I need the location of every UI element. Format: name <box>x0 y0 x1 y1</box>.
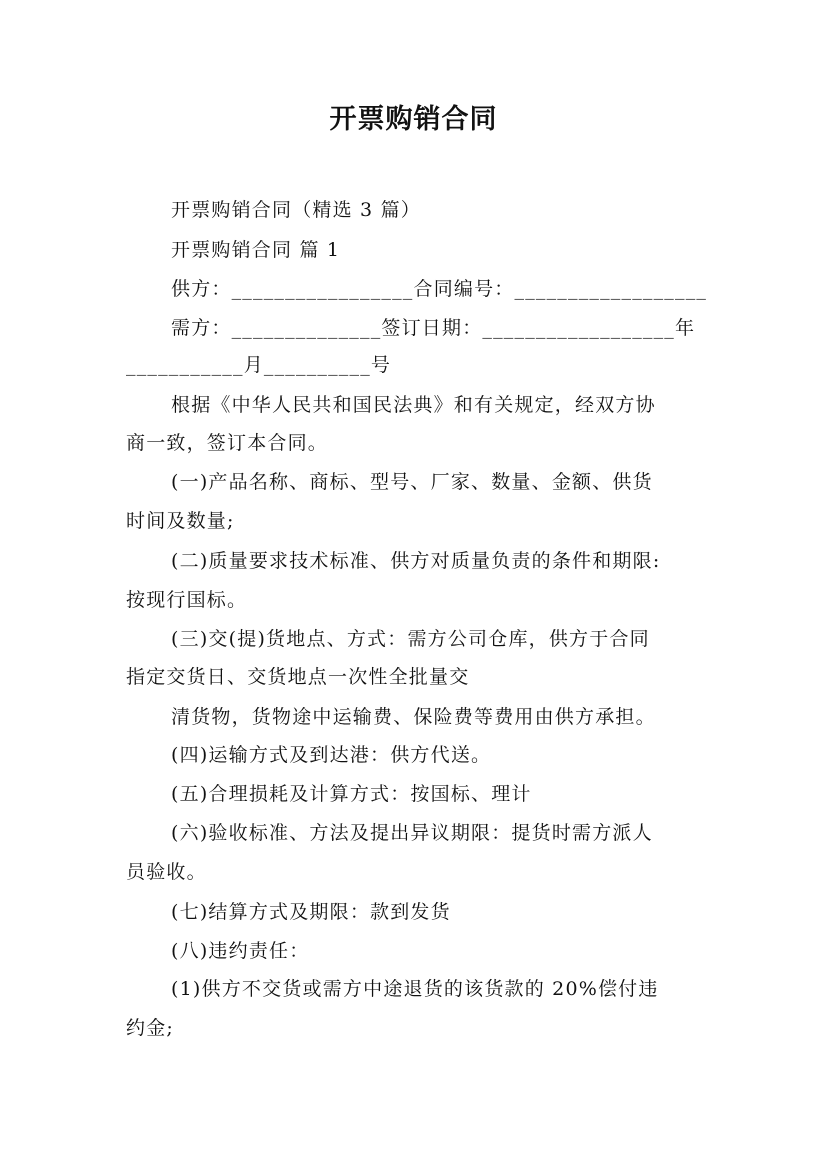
clause-line: 时间及数量; <box>126 510 235 532</box>
clause-line: 指定交货日、交货地点一次性全批量交 <box>126 666 470 688</box>
paragraph-line: 根据《中华人民共和国民法典》和有关规定，经双方协 <box>171 394 656 416</box>
clause-line: (四)运输方式及到达港：供方代送。 <box>171 744 492 766</box>
buyer-line: 需方：______________签订日期：__________________年 <box>171 317 696 339</box>
clause-line: (五)合理损耗及计算方式：按国标、理计 <box>171 783 532 805</box>
clause-line: (一)产品名称、商标、型号、厂家、数量、金额、供货 <box>171 471 653 493</box>
paragraph-line: 商一致，签订本合同。 <box>126 432 329 454</box>
clause-line: (二)质量要求技术标准、供方对质量负责的条件和期限: <box>171 550 661 572</box>
supplier-line: 供方：_________________合同编号：__________________ <box>171 278 708 300</box>
clause-line: 按现行国标。 <box>126 589 248 611</box>
clause-line: (七)结算方式及期限：款到发货 <box>171 901 451 923</box>
subtitle-line: 开票购销合同（精选 3 篇） <box>171 199 421 221</box>
section-heading: 开票购销合同 篇 1 <box>171 239 341 261</box>
clause-line: 清货物，货物途中运输费、保险费等费用由供方承担。 <box>171 706 656 728</box>
clause-line: (1)供方不交货或需方中途退货的该货款的 20%偿付违 <box>171 978 659 1000</box>
clause-line: 员验收。 <box>126 861 207 883</box>
date-line: ___________月__________号 <box>126 354 392 376</box>
clause-line: 约金; <box>126 1017 175 1039</box>
document-title: 开票购销合同 <box>329 104 498 135</box>
clause-line: (三)交(提)货地点、方式：需方公司仓库，供方于合同 <box>171 628 650 650</box>
clause-line: (六)验收标准、方法及提出异议期限：提货时需方派人 <box>171 822 653 844</box>
clause-line: (八)违约责任： <box>171 940 310 962</box>
